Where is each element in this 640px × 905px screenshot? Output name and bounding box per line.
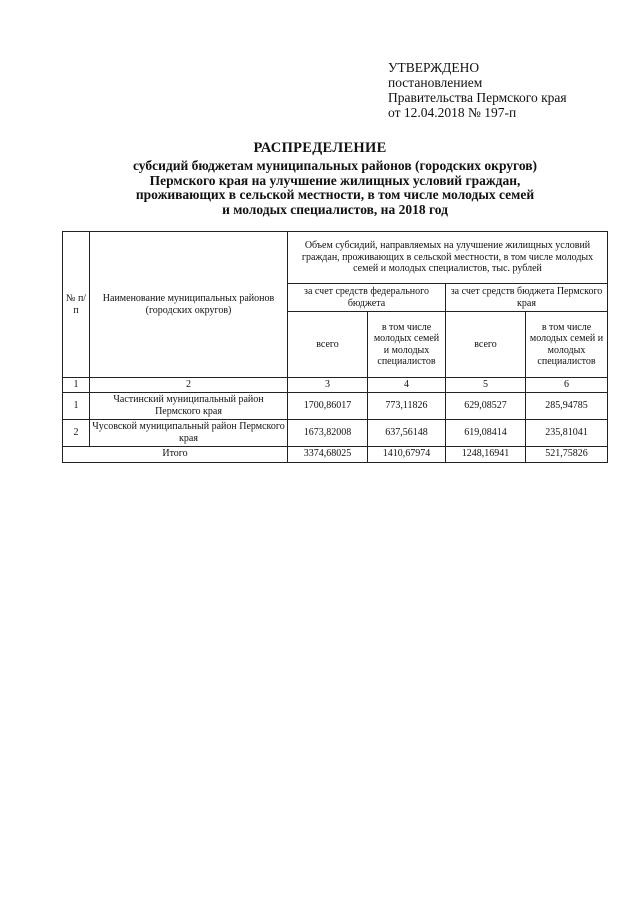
approval-word: УТВЕРЖДЕНО [388,60,480,75]
row-fed-total: 1700,86017 [288,392,368,419]
row-reg-young: 235,81041 [526,419,608,446]
column-number: 6 [526,378,608,393]
row-fed-young: 773,11826 [368,392,446,419]
column-number: 2 [90,378,288,393]
approval-resolution: постановлением [388,75,483,90]
subtitle-line: проживающих в сельской местности, в том числе молодых семей [135,187,535,202]
header-volume: Объем субсидий, направляемых на улучшение жилищных условий граждан, проживающих в сельской местности, в том числе молодых семей и молодых специалистов, тыс. рублей [288,232,608,284]
row-reg-total: 629,08527 [446,392,526,419]
column-number: 4 [368,378,446,393]
total-row [63,446,608,462]
header-num: № п/п [63,232,90,378]
row-district-name: Чусовской муниципальный район Пермского края [90,419,288,446]
column-number: 5 [446,378,526,393]
header-reg-young: в том числе молодых семей и молодых специалистов [526,312,608,378]
row-fed-young: 637,56148 [368,419,446,446]
subtitle-line: субсидий бюджетам муниципальных районов (городских округов) [132,158,538,173]
row-reg-total: 619,08414 [446,419,526,446]
header-reg-total: всего [446,312,526,378]
total-fed-young: 1410,67974 [368,446,446,462]
approval-government: Правительства Пермского края [388,90,567,105]
header-fed-young: в том числе молодых семей и молодых специалистов [368,312,446,378]
total-label: Итого [63,446,288,462]
table-row [63,419,608,446]
document-subtitle [95,159,575,217]
total-fed-total: 3374,68025 [288,446,368,462]
column-number: 3 [288,378,368,393]
row-fed-total: 1673,82008 [288,419,368,446]
header-fed-total: всего [288,312,368,378]
row-num: 1 [63,392,90,419]
subtitle-line: и молодых специалистов, на 2018 год [222,201,448,217]
row-num: 2 [63,419,90,446]
total-reg-total: 1248,16941 [446,446,526,462]
approval-stamp [388,60,628,120]
row-reg-young: 285,94785 [526,392,608,419]
row-district-name: Частинский муниципальный район Пермского края [90,392,288,419]
document-title: РАСПРЕДЕЛЕНИЕ [253,140,387,156]
table-row [63,392,608,419]
column-number: 1 [63,378,90,393]
approval-date-number: от 12.04.2018 № 197-п [388,105,517,120]
header-name: Наименование муниципальных районов (городских округов) [90,232,288,378]
header-federal: за счет средств федерального бюджета [288,284,446,312]
total-reg-young: 521,75826 [526,446,608,462]
header-regional: за счет средств бюджета Пермского края [446,284,608,312]
subsidy-table [62,231,608,463]
subtitle-line: Пермского края на улучшение жилищных условий граждан, [149,172,521,188]
